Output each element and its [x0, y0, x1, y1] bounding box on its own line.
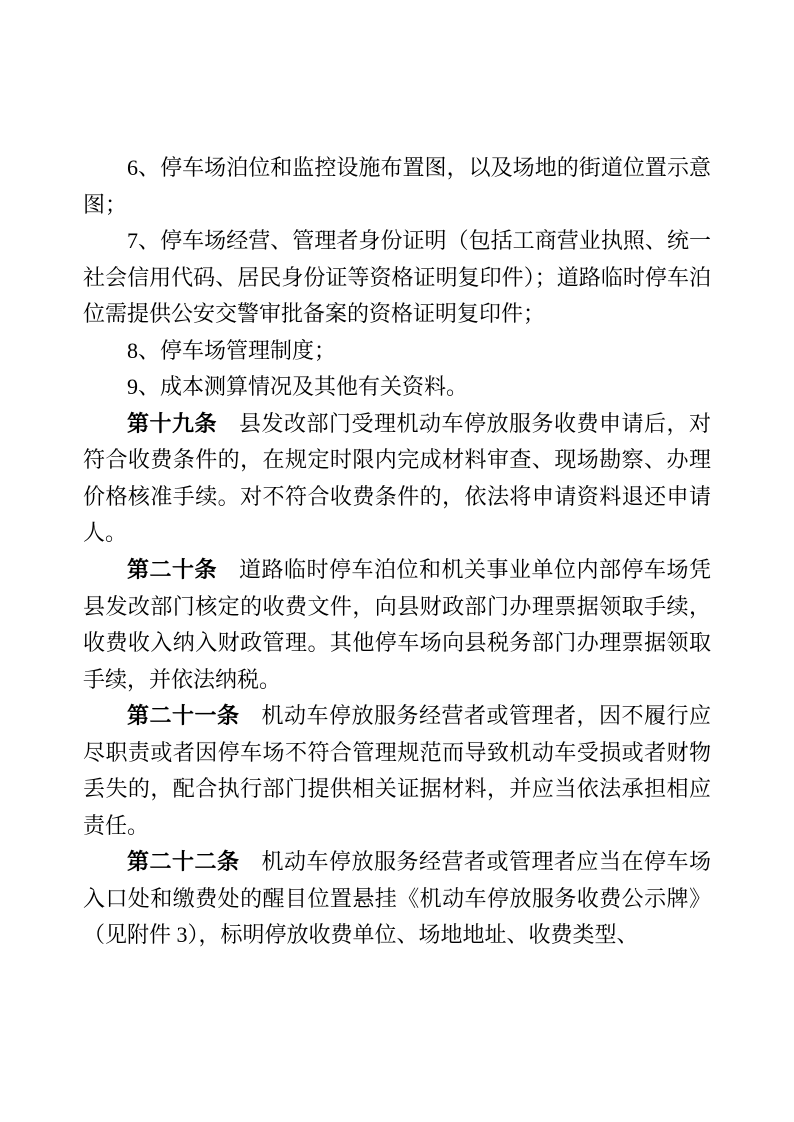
paragraph-item-6 — [83, 150, 711, 223]
paragraph-item-9 — [83, 369, 711, 406]
paragraph-article-19 — [83, 406, 711, 552]
clause-heading: 第二十二条 — [127, 849, 240, 875]
paragraph-article-21 — [83, 698, 711, 844]
clause-heading: 第二十条 — [127, 557, 217, 583]
paragraph-article-22 — [83, 844, 711, 954]
document-body-text — [83, 150, 711, 954]
paragraph-text: 机动车停放服务经营者或管理者，因不履行应尽职责或者因停车场不符合管理规范而导致机动车受损或者财物丢失的，配合执行部门提供相关证据材料，并应当依法承担相应责任。 — [83, 703, 711, 838]
paragraph-text: 县发改部门受理机动车停放服务收费申请后，对符合收费条件的，在规定时限内完成材料审查、现场勘察、办理价格核准手续。对不符合收费条件的，依法将申请资料退还申请人。 — [83, 410, 711, 546]
paragraph-text: 机动车停放服务经营者或管理者应当在停车场入口处和缴费处的醒目位置悬挂《机动车停放服务收费公示牌》（见附件 3），标明停放收费单位、场地地址、收费类型、 — [83, 849, 711, 948]
paragraph-article-20 — [83, 552, 711, 698]
paragraph-text: 6、停车场泊位和监控设施布置图，以及场地的街道位置示意图； — [83, 155, 711, 217]
paragraph-text: 7、停车场经营、管理者身份证明（包括工商营业执照、统一社会信用代码、居民身份证等资格证明复印件）；道路临时停车泊位需提供公安交警审批备案的资格证明复印件； — [83, 228, 711, 327]
paragraph-text: 9、成本测算情况及其他有关资料。 — [127, 374, 469, 400]
paragraph-text: 8、停车场管理制度； — [127, 337, 337, 363]
paragraph-item-7 — [83, 223, 711, 333]
clause-heading: 第十九条 — [127, 410, 217, 436]
paragraph-text: 道路临时停车泊位和机关事业单位内部停车场凭县发改部门核定的收费文件，向县财政部门办理票据领取手续，收费收入纳入财政管理。其他停车场向县税务部门办理票据领取手续，并依法纳税。 — [83, 557, 711, 692]
clause-heading: 第二十一条 — [127, 703, 240, 729]
paragraph-item-8 — [83, 333, 711, 370]
